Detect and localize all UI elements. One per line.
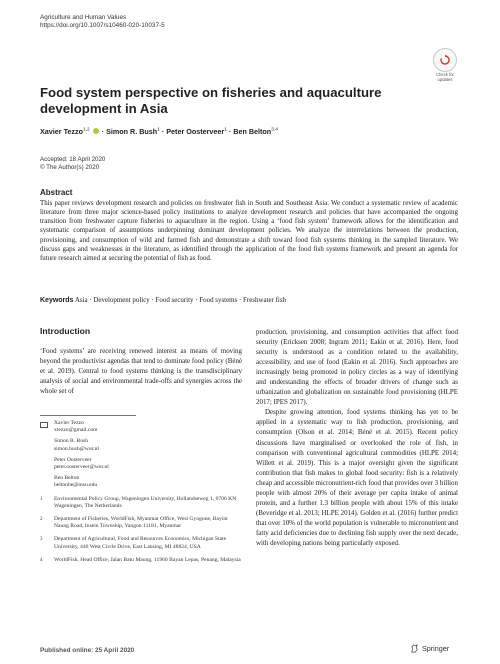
affiliation-item	[40, 496, 242, 510]
published-online: Published online: 25 April 2020	[40, 647, 135, 654]
affiliation-text: Environmental Policy Group, Wageningen University, Hollandseweg 1, 6706 KN Wageningen, The Netherlands	[54, 495, 237, 509]
affiliation-item	[40, 516, 242, 530]
contact-email[interactable]: peter.oosterveer@wur.nl	[54, 464, 109, 471]
affiliation-number: 3	[40, 537, 43, 543]
publisher-logo	[410, 644, 449, 653]
affiliation-number: 2	[40, 517, 43, 523]
check-for-updates-badge[interactable]	[432, 48, 458, 80]
intro-right-column	[256, 327, 458, 548]
contact-name: Simon R. Bush	[54, 438, 89, 445]
author-name[interactable]: Peter Oosterveer	[166, 127, 225, 136]
contact-name: Ben Belton	[54, 475, 80, 482]
author-sup: 1	[157, 127, 160, 133]
publication-dates	[40, 156, 105, 172]
contact-entry	[40, 475, 242, 489]
accepted-date: Accepted: 18 April 2020	[40, 156, 106, 163]
copyright: © The Author(s) 2020	[40, 164, 100, 172]
affiliation-text: Department of Fisheries, WorldFish, Myanmar Office, West Gyogone, Bayint Naung Road, Insein Township, Yangon 11181, Myanmar	[54, 516, 228, 530]
contact-email[interactable]: simon.bush@wur.nl	[54, 445, 99, 452]
author-name[interactable]: Xavier Tezzo	[40, 127, 84, 136]
abstract-text: This paper reviews development research and policies on freshwater fish in South and Southeast Asia. We conduct a systematic review of academic literature from three major science-based policy institutions to analyze development research and policies that have accompanied the ongoing transition from freshwater capture fisheries to aquaculture in the region. Using a ‘food fish system’ framework allows for the identification and systematic comparison of assumptions underpinning dominant development policies. We analyze the interrelations between the production, provisioning, and consumption of wild and farmed fish and demonstrate a shift toward food fish systems thinking in the sampled literature. We discuss gaps and weaknesses in the literature, as identified through the application of the food fish systems framework and present an agenda for future research aimed at securing the potential of fish as food.	[40, 199, 458, 262]
author-name[interactable]: Simon R. Bush	[106, 127, 158, 136]
footnote-divider	[40, 415, 136, 416]
keywords-label: Keywords	[40, 297, 74, 304]
journal-name: Agriculture and Human Values	[40, 14, 127, 21]
intro-left-paragraph: ‘Food systems’ are receiving renewed interest as means of moving beyond the productivist agendas that tend to dominate food policy (Béné et al. 2019). Central to food systems thinking is the transdisciplinary analysis of social and environmental trade-offs and synergies across the whole set of	[40, 347, 242, 396]
doi-link[interactable]: https://doi.org/10.1007/s10460-020-10037-5	[40, 22, 165, 29]
journal-header	[40, 14, 165, 30]
contact-entry	[40, 420, 242, 434]
intro-paragraph: production, provisioning, and consumption activities that affect food security (Ericksen 2008; Ingram 2011; Eakin et al. 2016). Here, food security is understood as a condition related to the availability, accessibility, and use of food (Eakin et al. 2016). Such approaches are increasingly being promoted in policy circles as a way of identifying and understanding the effects of broader drivers of change such as urbanization and globalization on sustainable food provisioning (HLPE 2017; IPES 2017).	[256, 328, 458, 407]
keywords-list: Asia · Development policy · Food security · Food systems · Freshwater fish	[74, 296, 287, 304]
author-list: Xavier Tezzo$^{1,2}$ · Simon R. Bush$^1$ · Peter Oosterveer$^1$ · Ben Belton$^{3,4}$	[40, 127, 278, 136]
publisher-name: Springer	[422, 644, 450, 653]
affiliation-text: WorldFish, Head Office, Jalan Batu Maung, 11960 Bayan Lepas, Penang, Malaysia	[54, 556, 241, 563]
author-name[interactable]: Ben Belton	[233, 127, 272, 136]
keywords	[40, 296, 458, 304]
contact-name: Xavier Tezzo	[54, 420, 84, 426]
contact-entry	[40, 438, 242, 452]
intro-paragraph: Despite growing attention, food systems thinking has yet to be applied in a systematic way to fish production, provisioning, and consumption (Olson et al. 2014; Béné et al. 2015). Recent policy discussions have marginalised or overlooked the role of fish, in comparison with conventional agricultural commodities (HLPE 2014; Willett et al. 2019). This is a major oversight given the significant contribution that fish makes to global food security: fish is a relatively cheap and accessible micronutrient-rich food that provides over 3 billion people with almost 20% of their average per capita intake of animal protein, and a further 1.3 billion people with about 15% of this intake (Beveridge et al. 2013; HLPE 2014). Golden et al. (2016) further predict that over 10% of the world population is vulnerable to micronutrient and fatty acid deficiencies due to declining fish supply over the next decade, with developing nations being particularly exposed.	[256, 408, 458, 547]
orcid-icon[interactable]	[93, 128, 99, 134]
abstract-heading: Abstract	[40, 188, 73, 197]
affiliations-block	[40, 420, 242, 564]
author-sup: 3,4	[271, 127, 278, 133]
badge-line-1: Check for	[436, 72, 454, 77]
springer-horse-icon	[410, 644, 419, 653]
affiliation-number: 4	[40, 557, 43, 563]
paper-title: Food system perspective on fisheries and aquaculture development in Asia	[40, 85, 382, 116]
author-sup: 1	[224, 127, 227, 133]
affiliation-item	[40, 536, 242, 550]
author-sup: 1,2	[83, 127, 90, 133]
contact-email[interactable]: xtezzo@gmail.com	[54, 427, 98, 434]
affiliation-number: 1	[40, 496, 43, 502]
envelope-icon	[40, 420, 54, 434]
contact-entry	[40, 457, 242, 471]
affiliation-item	[40, 557, 242, 564]
contact-name: Peter Oosterveer	[54, 456, 92, 463]
introduction-heading: Introduction	[40, 326, 91, 336]
badge-line-2: updates	[437, 76, 453, 82]
refresh-icon	[433, 48, 457, 72]
contact-email[interactable]: beltonbe@msu.edu	[54, 482, 98, 489]
affiliation-text: Department of Agricultural, Food and Resources Economics, Michigan State University, 446 West Circle Drive, East Lansing, MI 48824, USA	[54, 536, 227, 550]
